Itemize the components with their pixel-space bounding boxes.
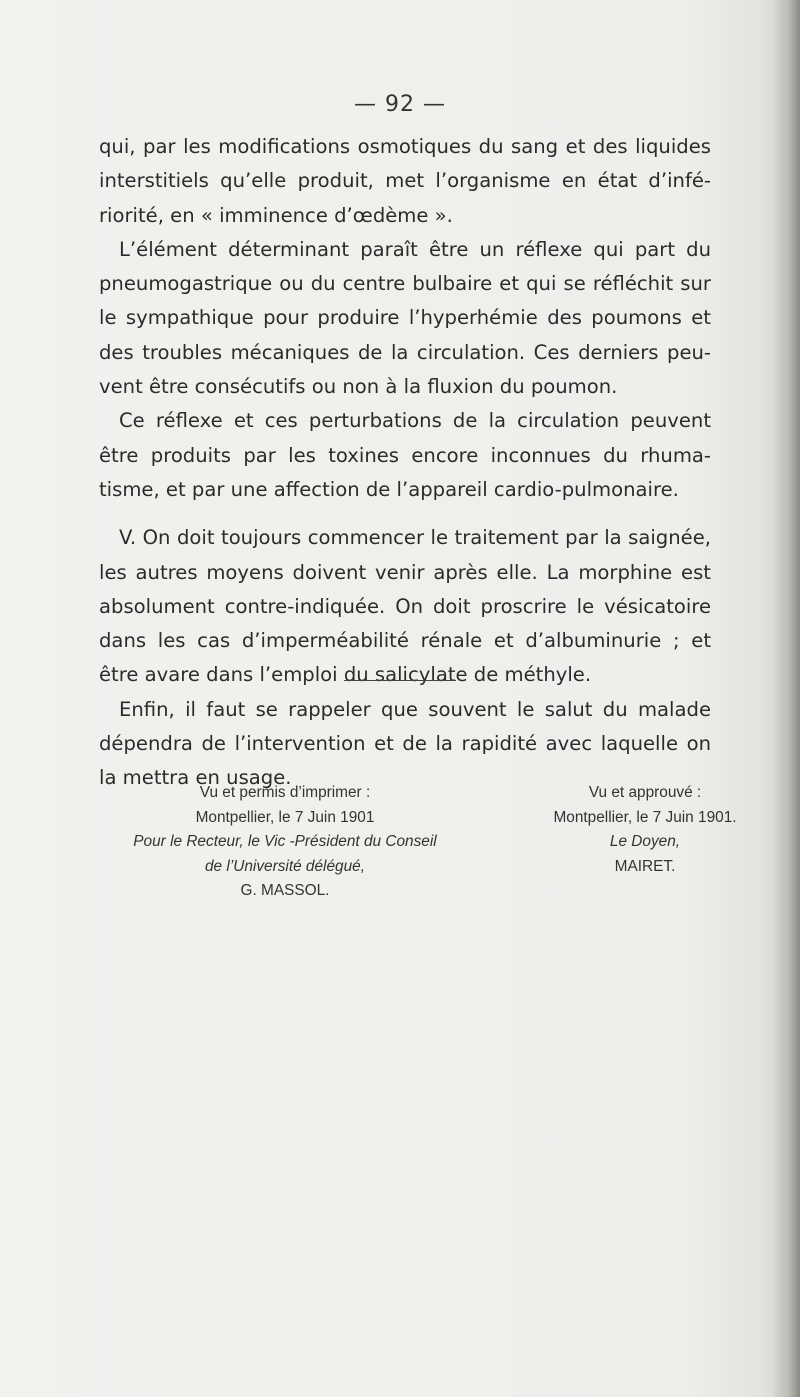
approval-signatory: MAIRET. [614, 857, 676, 875]
paragraph-1: qui, par les modifications osmotiques du sang et des liquides interstitiels qu’elle produit, met l’organisme en état d’infériorité, en « imminence d’œdème ». [99, 135, 711, 227]
paragraph-4: V. On doit toujours commencer le traitement par la saignée, les autres moyens doivent venir après elle. La morphine est absolument contre-indiquée. On doit proscrire le vésicatoire dans les cas d’imperméabilité rénale et d’albuminurie ; et être avare dans l’emploi du salicylate de méthyle. [99, 526, 711, 687]
imprimatur-signatory: G. MASSOL. [240, 882, 330, 899]
page-number: — 92 — [354, 92, 446, 117]
page-edge-shadow [772, 0, 800, 1397]
imprimatur-date: Montpellier, le 7 Juin 1901 [195, 808, 375, 826]
imprimatur-line: Vu et permis d’imprimer : [199, 784, 371, 801]
paragraph-3: Ce réflexe et ces perturbations de la circulation peuvent être produits par les toxines encore inconnues du rhumatisme, et par une affection de l’appareil cardio-pulmonaire. [99, 409, 711, 501]
section-divider [344, 680, 456, 681]
imprimatur-title: Pour le Recteur, le Vic -Président du Conseil [133, 833, 437, 850]
body-text [99, 130, 711, 796]
approval-date: Montpellier, le 7 Juin 1901. [553, 808, 737, 826]
approval-block [520, 781, 770, 879]
imprimatur-block [120, 781, 450, 904]
approval-title: Le Doyen, [609, 833, 681, 850]
paragraph-2: L’élément déterminant paraît être un réflexe qui part du pneumogastrique ou du centre bulbaire et qui se réfléchit sur le sympathique pour produire l’hyperhémie des poumons et des troubles mécaniques de la circulation. Ces derniers peuvent être consécutifs ou non à la fluxion du poumon. [99, 237, 711, 399]
paragraph-5: Enfin, il faut se rappeler que souvent le salut du malade dépendra de l’intervention et de la rapidité avec laquelle on la mettra en usage. [99, 697, 711, 790]
imprimatur-title-cont: de l’Université délégué, [205, 857, 365, 875]
approval-line: Vu et approuvé : [588, 784, 702, 801]
